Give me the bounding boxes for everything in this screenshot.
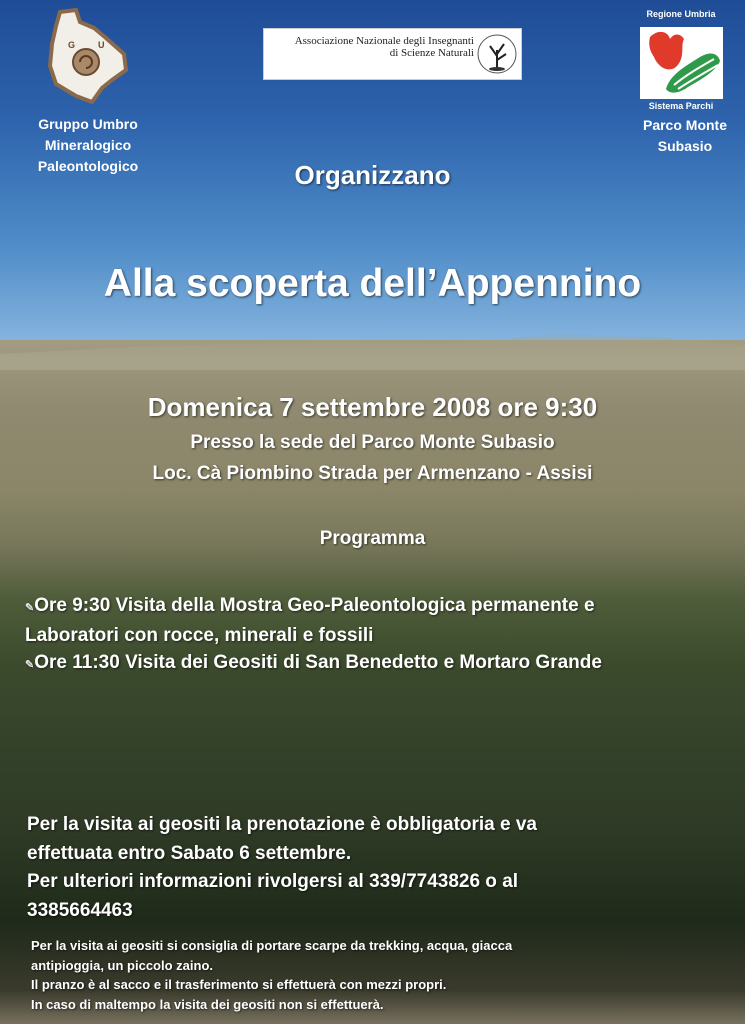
info-line: effettuata entro Sabato 6 settembre. — [27, 842, 352, 864]
note-line: Il pranzo è al sacco e il trasferimento si effettuerà con mezzi propri. — [31, 977, 447, 992]
programma-list — [25, 592, 602, 679]
info-line: Per la visita ai geositi la prenotazione è obbligatoria e va — [27, 814, 537, 835]
info-block — [27, 811, 537, 925]
gump-name-line: Gruppo Umbro — [38, 116, 138, 132]
notes-block — [31, 936, 512, 1014]
programma-heading: Programma — [319, 528, 426, 549]
svg-text:G: G — [68, 40, 76, 50]
parco-name — [625, 115, 745, 157]
pencil-icon: ✎ — [25, 602, 35, 614]
gump-logo — [46, 8, 128, 104]
programma-item-text: Ore 9:30 Visita della Mostra Geo-Paleontologica permanente e — [34, 595, 595, 616]
event-date: Domenica 7 settembre 2008 ore 9:30 — [147, 392, 598, 422]
note-line: Per la visita ai geositi si consiglia di portare scarpe da trekking, acqua, giacca — [31, 938, 513, 953]
pencil-icon: ✎ — [25, 659, 35, 671]
event-place: Presso la sede del Parco Monte Subasio — [190, 432, 555, 453]
programma-item — [25, 649, 602, 679]
organizzano-label: Organizzano — [294, 160, 451, 190]
info-line: Per ulteriori informazioni rivolgersi al 339/7743826 o al — [27, 871, 519, 892]
gump-name-line: Mineralogico — [44, 137, 132, 153]
programma-item-text: Ore 11:30 Visita dei Geositi di San Benedetto e Mortaro Grande — [34, 652, 602, 673]
page-title: Alla scoperta dell’Appennino — [103, 262, 642, 305]
svg-text:U: U — [98, 40, 105, 50]
parco-name-line: Subasio — [657, 138, 713, 154]
note-line: In caso di maltempo la visita dei geositi non si effettuerà. — [31, 996, 384, 1012]
anisn-line2: di Scienze Naturali — [389, 47, 474, 59]
anisn-line1: Associazione Nazionale degli Insegnanti — [294, 35, 474, 47]
sistema-parchi-label: Sistema Parchi — [648, 101, 714, 111]
anisn-logo — [263, 28, 522, 80]
regione-umbria-label: Regione Umbria — [646, 9, 716, 19]
note-line: antipioggia, un piccolo zaino. — [31, 957, 213, 973]
programma-item — [25, 592, 602, 622]
programma-item-text: Laboratori con rocce, minerali e fossili — [25, 625, 374, 646]
tree-emblem-icon — [476, 32, 518, 76]
parco-name-line: Parco Monte — [642, 117, 727, 133]
parco-logo — [640, 27, 723, 99]
info-line: 3385664463 — [27, 899, 133, 921]
gump-name-line: Paleontologico — [37, 158, 139, 174]
event-address: Loc. Cà Piombino Strada per Armenzano - Assisi — [152, 463, 593, 484]
